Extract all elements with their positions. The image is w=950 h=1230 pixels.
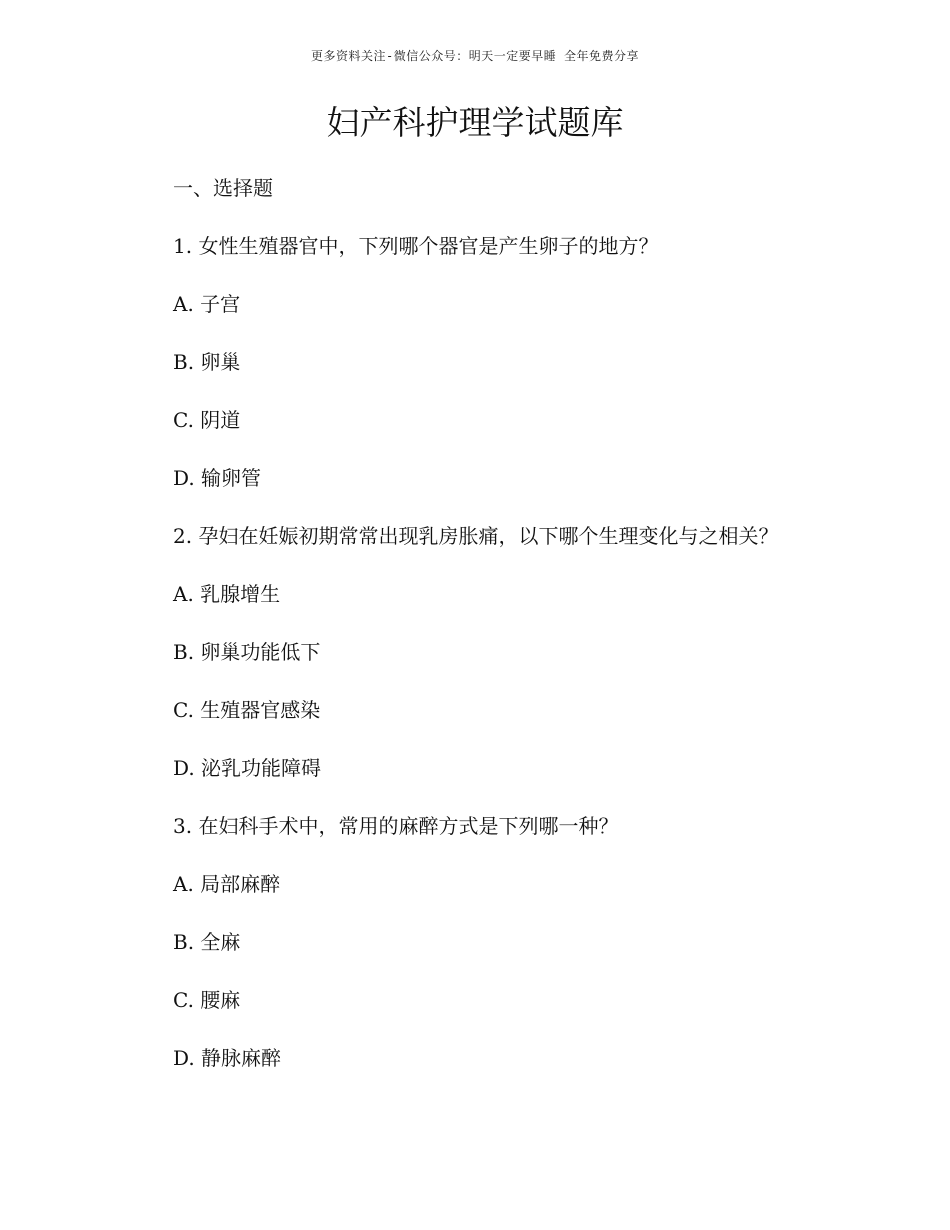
option-b: B. 卵巢 [173, 350, 241, 374]
option-a: A. 乳腺增生 [173, 582, 281, 606]
option-a: A. 局部麻醉 [173, 872, 281, 896]
question-list [173, 174, 873, 1102]
question-3 [173, 812, 873, 1102]
section-heading: 一、选择题 [173, 176, 273, 200]
option-c: C. 腰麻 [173, 988, 241, 1012]
option-c: C. 阴道 [173, 408, 241, 432]
option-d: D. 静脉麻醉 [173, 1046, 282, 1070]
page-title: 妇产科护理学试题库 [326, 103, 624, 142]
header-note: 更多资料关注-微信公众号：明天一定要早睡 全年免费分享 [311, 49, 639, 63]
option-c: C. 生殖器官感染 [173, 698, 321, 722]
question-stem: 3. 在妇科手术中，常用的麻醉方式是下列哪一种？ [173, 814, 619, 838]
question-stem: 1. 女性生殖器官中，下列哪个器官是产生卵子的地方？ [173, 234, 659, 258]
option-d: D. 泌乳功能障碍 [173, 756, 322, 780]
option-d: D. 输卵管 [173, 466, 262, 490]
option-b: B. 卵巢功能低下 [173, 640, 321, 664]
option-a: A. 子宫 [173, 292, 241, 316]
question-stem: 2. 孕妇在妊娠初期常常出现乳房胀痛，以下哪个生理变化与之相关？ [173, 524, 779, 548]
option-b: B. 全麻 [173, 930, 241, 954]
question-1 [173, 232, 873, 522]
question-2 [173, 522, 873, 812]
